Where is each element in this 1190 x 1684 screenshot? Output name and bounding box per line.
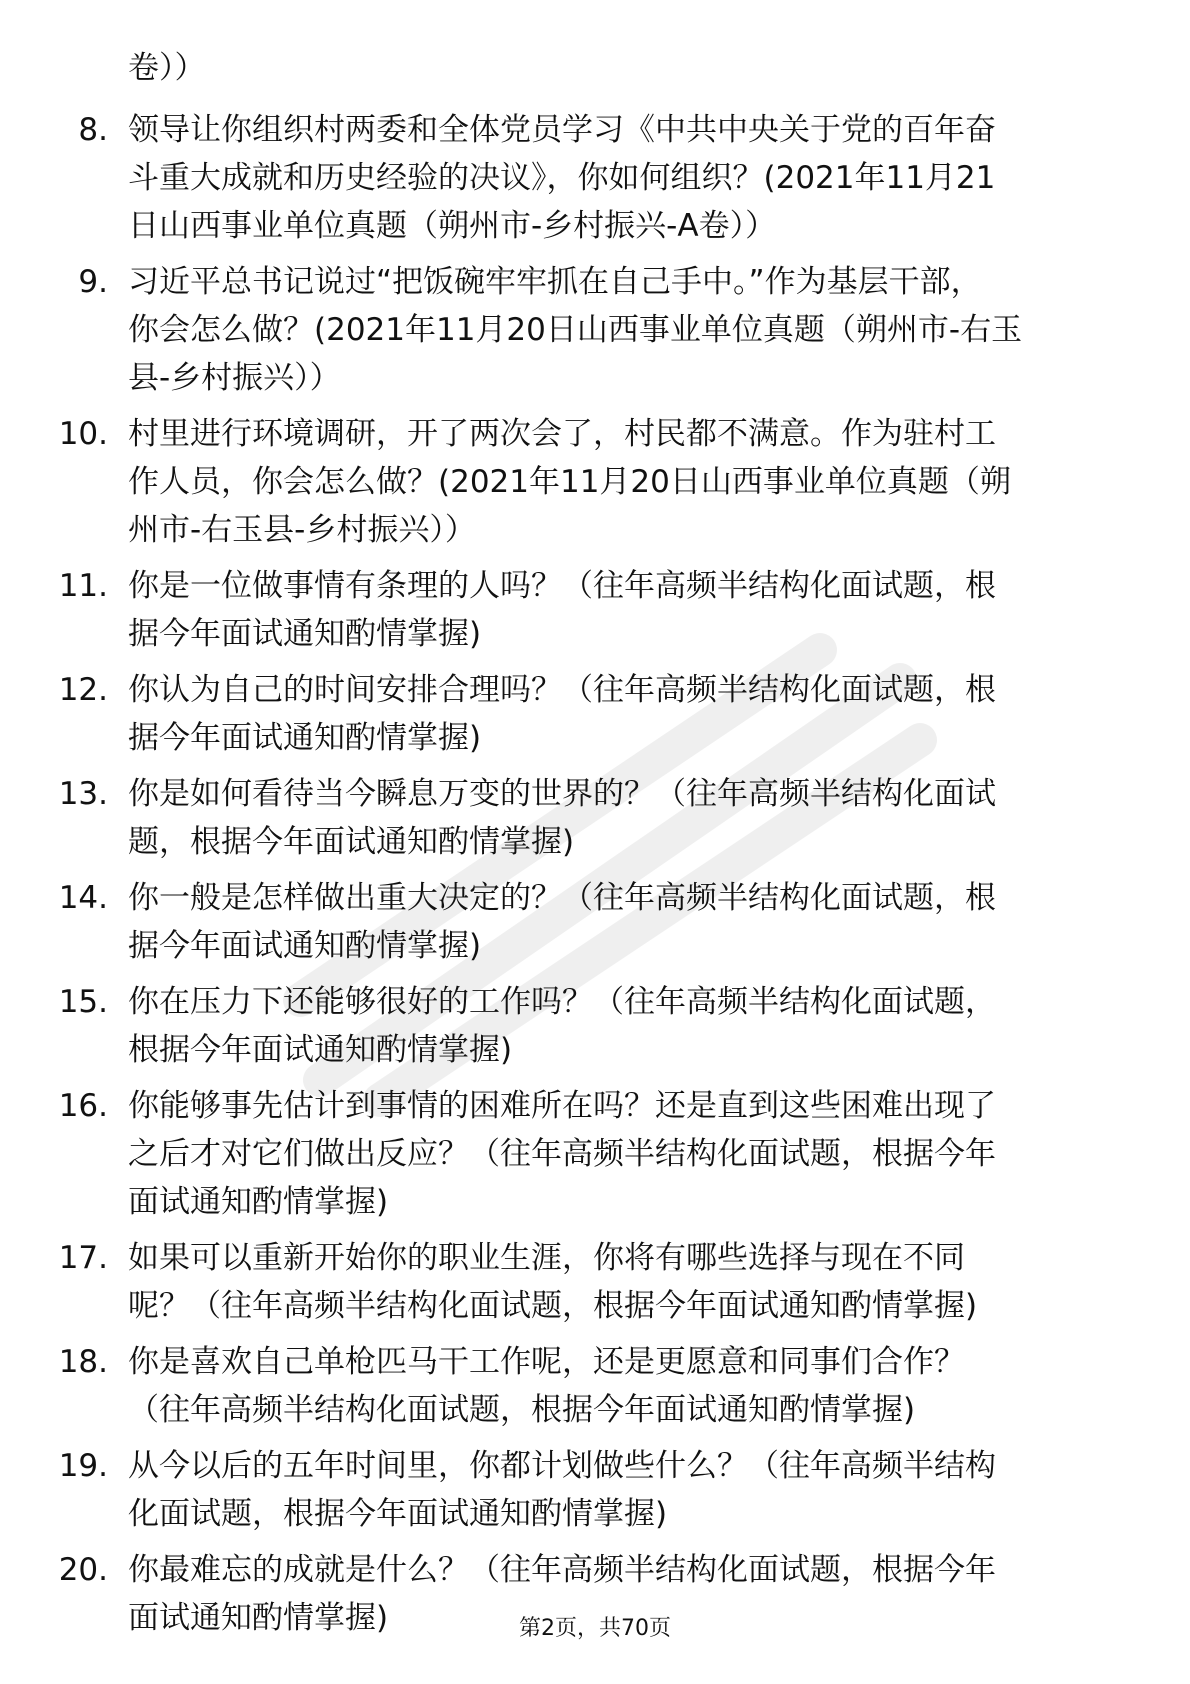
list-item	[0, 1338, 1190, 1434]
item-text-line: 呢？（往年高频半结构化面试题，根据今年面试通知酌情掌握)	[128, 1288, 978, 1324]
list-item	[0, 978, 1190, 1074]
item-text	[128, 978, 1128, 1074]
item-number: 11.	[58, 568, 108, 604]
item-text-line: 作人员，你会怎么做？(2021年11月20日山西事业单位真题（朔	[128, 464, 1011, 500]
list-item	[0, 1442, 1190, 1538]
item-text	[128, 106, 1128, 250]
item-text	[128, 258, 1128, 402]
item-number: 17.	[58, 1240, 108, 1276]
list-item	[0, 666, 1190, 762]
item-text	[128, 770, 1128, 866]
item-number: 15.	[58, 984, 108, 1020]
list-item	[0, 562, 1190, 658]
item-text	[128, 1338, 1128, 1434]
item-number: 14.	[58, 880, 108, 916]
item-text-line: 日山西事业单位真题（朔州市-乡村振兴-A卷））	[128, 208, 777, 244]
list-item	[0, 874, 1190, 970]
item-text-line: 据今年面试通知酌情掌握)	[128, 928, 482, 964]
item-text-line: 你认为自己的时间安排合理吗？（往年高频半结构化面试题，根	[128, 672, 996, 708]
item-text-line: 你会怎么做？(2021年11月20日山西事业单位真题（朔州市-右玉	[128, 312, 1023, 348]
item-text-line: 化面试题，根据今年面试通知酌情掌握)	[128, 1496, 668, 1532]
item-text-line: 面试通知酌情掌握)	[128, 1184, 389, 1220]
question-list	[0, 106, 1190, 1650]
item-number: 13.	[58, 776, 108, 812]
page-number: 第2页，共70页	[519, 1616, 671, 1641]
item-text-line: 据今年面试通知酌情掌握)	[128, 720, 482, 756]
list-item	[0, 1234, 1190, 1330]
item-text-line: 你是一位做事情有条理的人吗？（往年高频半结构化面试题，根	[128, 568, 996, 604]
list-item	[0, 106, 1190, 250]
list-item	[0, 1082, 1190, 1226]
item-text-line: 之后才对它们做出反应？（往年高频半结构化面试题，根据今年	[128, 1136, 996, 1172]
item-text-line: 你是如何看待当今瞬息万变的世界的？（往年高频半结构化面试	[128, 776, 996, 812]
item-text-line: 你能够事先估计到事情的困难所在吗？还是直到这些困难出现了	[128, 1088, 996, 1124]
item-text	[128, 666, 1128, 762]
item-text-line: （往年高频半结构化面试题，根据今年面试通知酌情掌握)	[128, 1392, 916, 1428]
item-text-line: 斗重大成就和历史经验的决议》，你如何组织？(2021年11月21	[128, 160, 996, 196]
item-text-line: 从今以后的五年时间里，你都计划做些什么？（往年高频半结构	[128, 1448, 996, 1484]
item-number: 8.	[78, 112, 108, 148]
item-text-line: 你最难忘的成就是什么？（往年高频半结构化面试题，根据今年	[128, 1552, 996, 1588]
item-text-line: 据今年面试通知酌情掌握)	[128, 616, 482, 652]
item-text	[128, 562, 1128, 658]
item-text-line: 你是喜欢自己单枪匹马干工作呢，还是更愿意和同事们合作？	[128, 1344, 965, 1380]
list-item	[0, 258, 1190, 402]
item-text	[128, 1082, 1128, 1226]
list-item	[0, 410, 1190, 554]
continuation-text: 卷））	[128, 50, 206, 86]
item-text-line: 领导让你组织村两委和全体党员学习《中共中央关于党的百年奋	[128, 112, 996, 148]
item-text	[128, 410, 1128, 554]
item-text-line: 如果可以重新开始你的职业生涯，你将有哪些选择与现在不同	[128, 1240, 965, 1276]
item-text-line: 根据今年面试通知酌情掌握)	[128, 1032, 513, 1068]
item-text-line: 州市-右玉县-乡村振兴））	[128, 512, 476, 548]
item-text-line: 你在压力下还能够很好的工作吗？（往年高频半结构化面试题，	[128, 984, 996, 1020]
item-text	[128, 1234, 1128, 1330]
item-text-line: 面试通知酌情掌握)	[128, 1600, 389, 1636]
item-text	[128, 874, 1128, 970]
item-text-line: 县-乡村振兴））	[128, 360, 341, 396]
item-number: 16.	[58, 1088, 108, 1124]
item-number: 10.	[58, 416, 108, 452]
list-item	[0, 770, 1190, 866]
item-number: 18.	[58, 1344, 108, 1380]
item-text-line: 习近平总书记说过“把饭碗牢牢抓在自己手中。”作为基层干部，	[128, 264, 982, 300]
item-text-line: 题，根据今年面试通知酌情掌握)	[128, 824, 575, 860]
item-text-line: 村里进行环境调研，开了两次会了，村民都不满意。作为驻村工	[128, 416, 996, 452]
item-number: 19.	[58, 1448, 108, 1484]
item-number: 12.	[58, 672, 108, 708]
item-number: 9.	[78, 264, 108, 300]
item-text	[128, 1442, 1128, 1538]
item-text-line: 你一般是怎样做出重大决定的？（往年高频半结构化面试题，根	[128, 880, 996, 916]
item-number: 20.	[58, 1552, 108, 1588]
